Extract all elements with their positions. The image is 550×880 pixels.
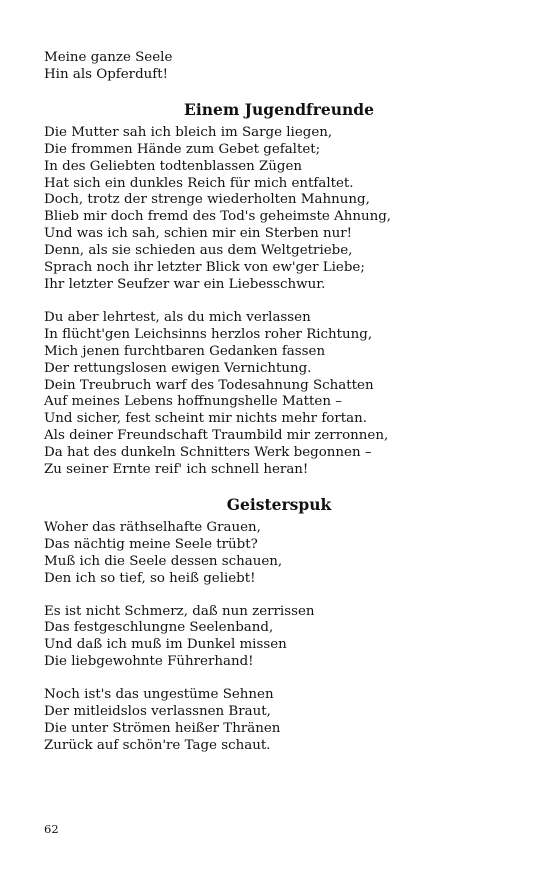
verse-line: Sprach noch ihr letzter Blick von ew'ger Liebe; bbox=[44, 260, 365, 276]
stanza bbox=[44, 520, 514, 588]
verse-line: Und was ich sah, schien mir ein Sterben nur! bbox=[44, 226, 353, 242]
stanza bbox=[44, 687, 514, 755]
verse-line: Denn, als sie schieden aus dem Weltgetriebe, bbox=[44, 243, 353, 259]
stanza bbox=[44, 310, 514, 479]
stanza bbox=[44, 604, 514, 672]
verse-line: Die Mutter sah ich bleich im Sarge liegen, bbox=[44, 124, 333, 140]
page-body bbox=[44, 50, 514, 771]
page-number: 62 bbox=[44, 822, 59, 836]
verse-line: Und daß ich muß im Dunkel missen bbox=[44, 637, 287, 653]
verse-line: Das festgeschlungne Seelenband, bbox=[44, 620, 274, 636]
verse-line: Ihr letzter Seufzer war ein Liebesschwur. bbox=[44, 276, 326, 292]
verse-line: Mich jenen furchtbaren Gedanken fassen bbox=[44, 343, 326, 359]
verse-line: In des Geliebten todtenblassen Zügen bbox=[44, 158, 303, 174]
verse-line: Noch ist's das ungestüme Sehnen bbox=[44, 687, 274, 703]
verse-line: Und sicher, fest scheint mir nichts mehr fortan. bbox=[44, 411, 367, 427]
verse-line: Meine ganze Seele bbox=[44, 50, 173, 65]
verse-line: Muß ich die Seele dessen schauen, bbox=[44, 553, 283, 569]
verse-line: Als deiner Freundschaft Traumbild mir zerronnen, bbox=[44, 428, 389, 444]
stanza bbox=[44, 125, 514, 294]
verse-line: Den ich so tief, so heiß geliebt! bbox=[44, 570, 256, 586]
verse-line: In flücht'gen Leichsinns herzlos roher Richtung, bbox=[44, 326, 373, 342]
verse-line: Die unter Strömen heißer Thränen bbox=[44, 721, 281, 736]
poem-title: Geisterspuk bbox=[226, 494, 332, 514]
verse-line: Auf meines Lebens hoffnungshelle Matten – bbox=[44, 394, 342, 410]
verse-line: Zu seiner Ernte reif' ich schnell heran! bbox=[44, 462, 309, 478]
verse-line: Die liebgewohnte Führerhand! bbox=[44, 654, 254, 670]
verse-line: Es ist nicht Schmerz, daß nun zerrissen bbox=[44, 603, 315, 619]
verse-line: Dein Treubruch warf des Todesahnung Schatten bbox=[44, 377, 374, 393]
verse-line: Die frommen Hände zum Gebet gefaltet; bbox=[44, 141, 321, 157]
intro-stanza bbox=[44, 50, 514, 84]
verse-line: Das nächtig meine Seele trübt? bbox=[44, 536, 258, 552]
verse-line: Der mitleidslos verlassnen Braut, bbox=[44, 704, 271, 720]
verse-line: Da hat des dunkeln Schnitters Werk begonnen – bbox=[44, 445, 372, 461]
verse-line: Du aber lehrtest, als du mich verlassen bbox=[44, 309, 311, 325]
verse-line: Hin als Opferduft! bbox=[44, 66, 168, 82]
verse-line: Doch, trotz der strenge wiederholten Mahnung, bbox=[44, 192, 370, 208]
verse-line: Zurück auf schön're Tage schaut. bbox=[44, 737, 271, 753]
poem-title: Einem Jugendfreunde bbox=[184, 99, 374, 119]
verse-line: Woher das räthselhafte Grauen, bbox=[44, 519, 261, 535]
verse-line: Blieb mir doch fremd des Tod's geheimste Ahnung, bbox=[44, 209, 392, 225]
verse-line: Hat sich ein dunkles Reich für mich entfaltet. bbox=[44, 175, 354, 191]
verse-line: Der rettungslosen ewigen Vernichtung. bbox=[44, 360, 312, 376]
